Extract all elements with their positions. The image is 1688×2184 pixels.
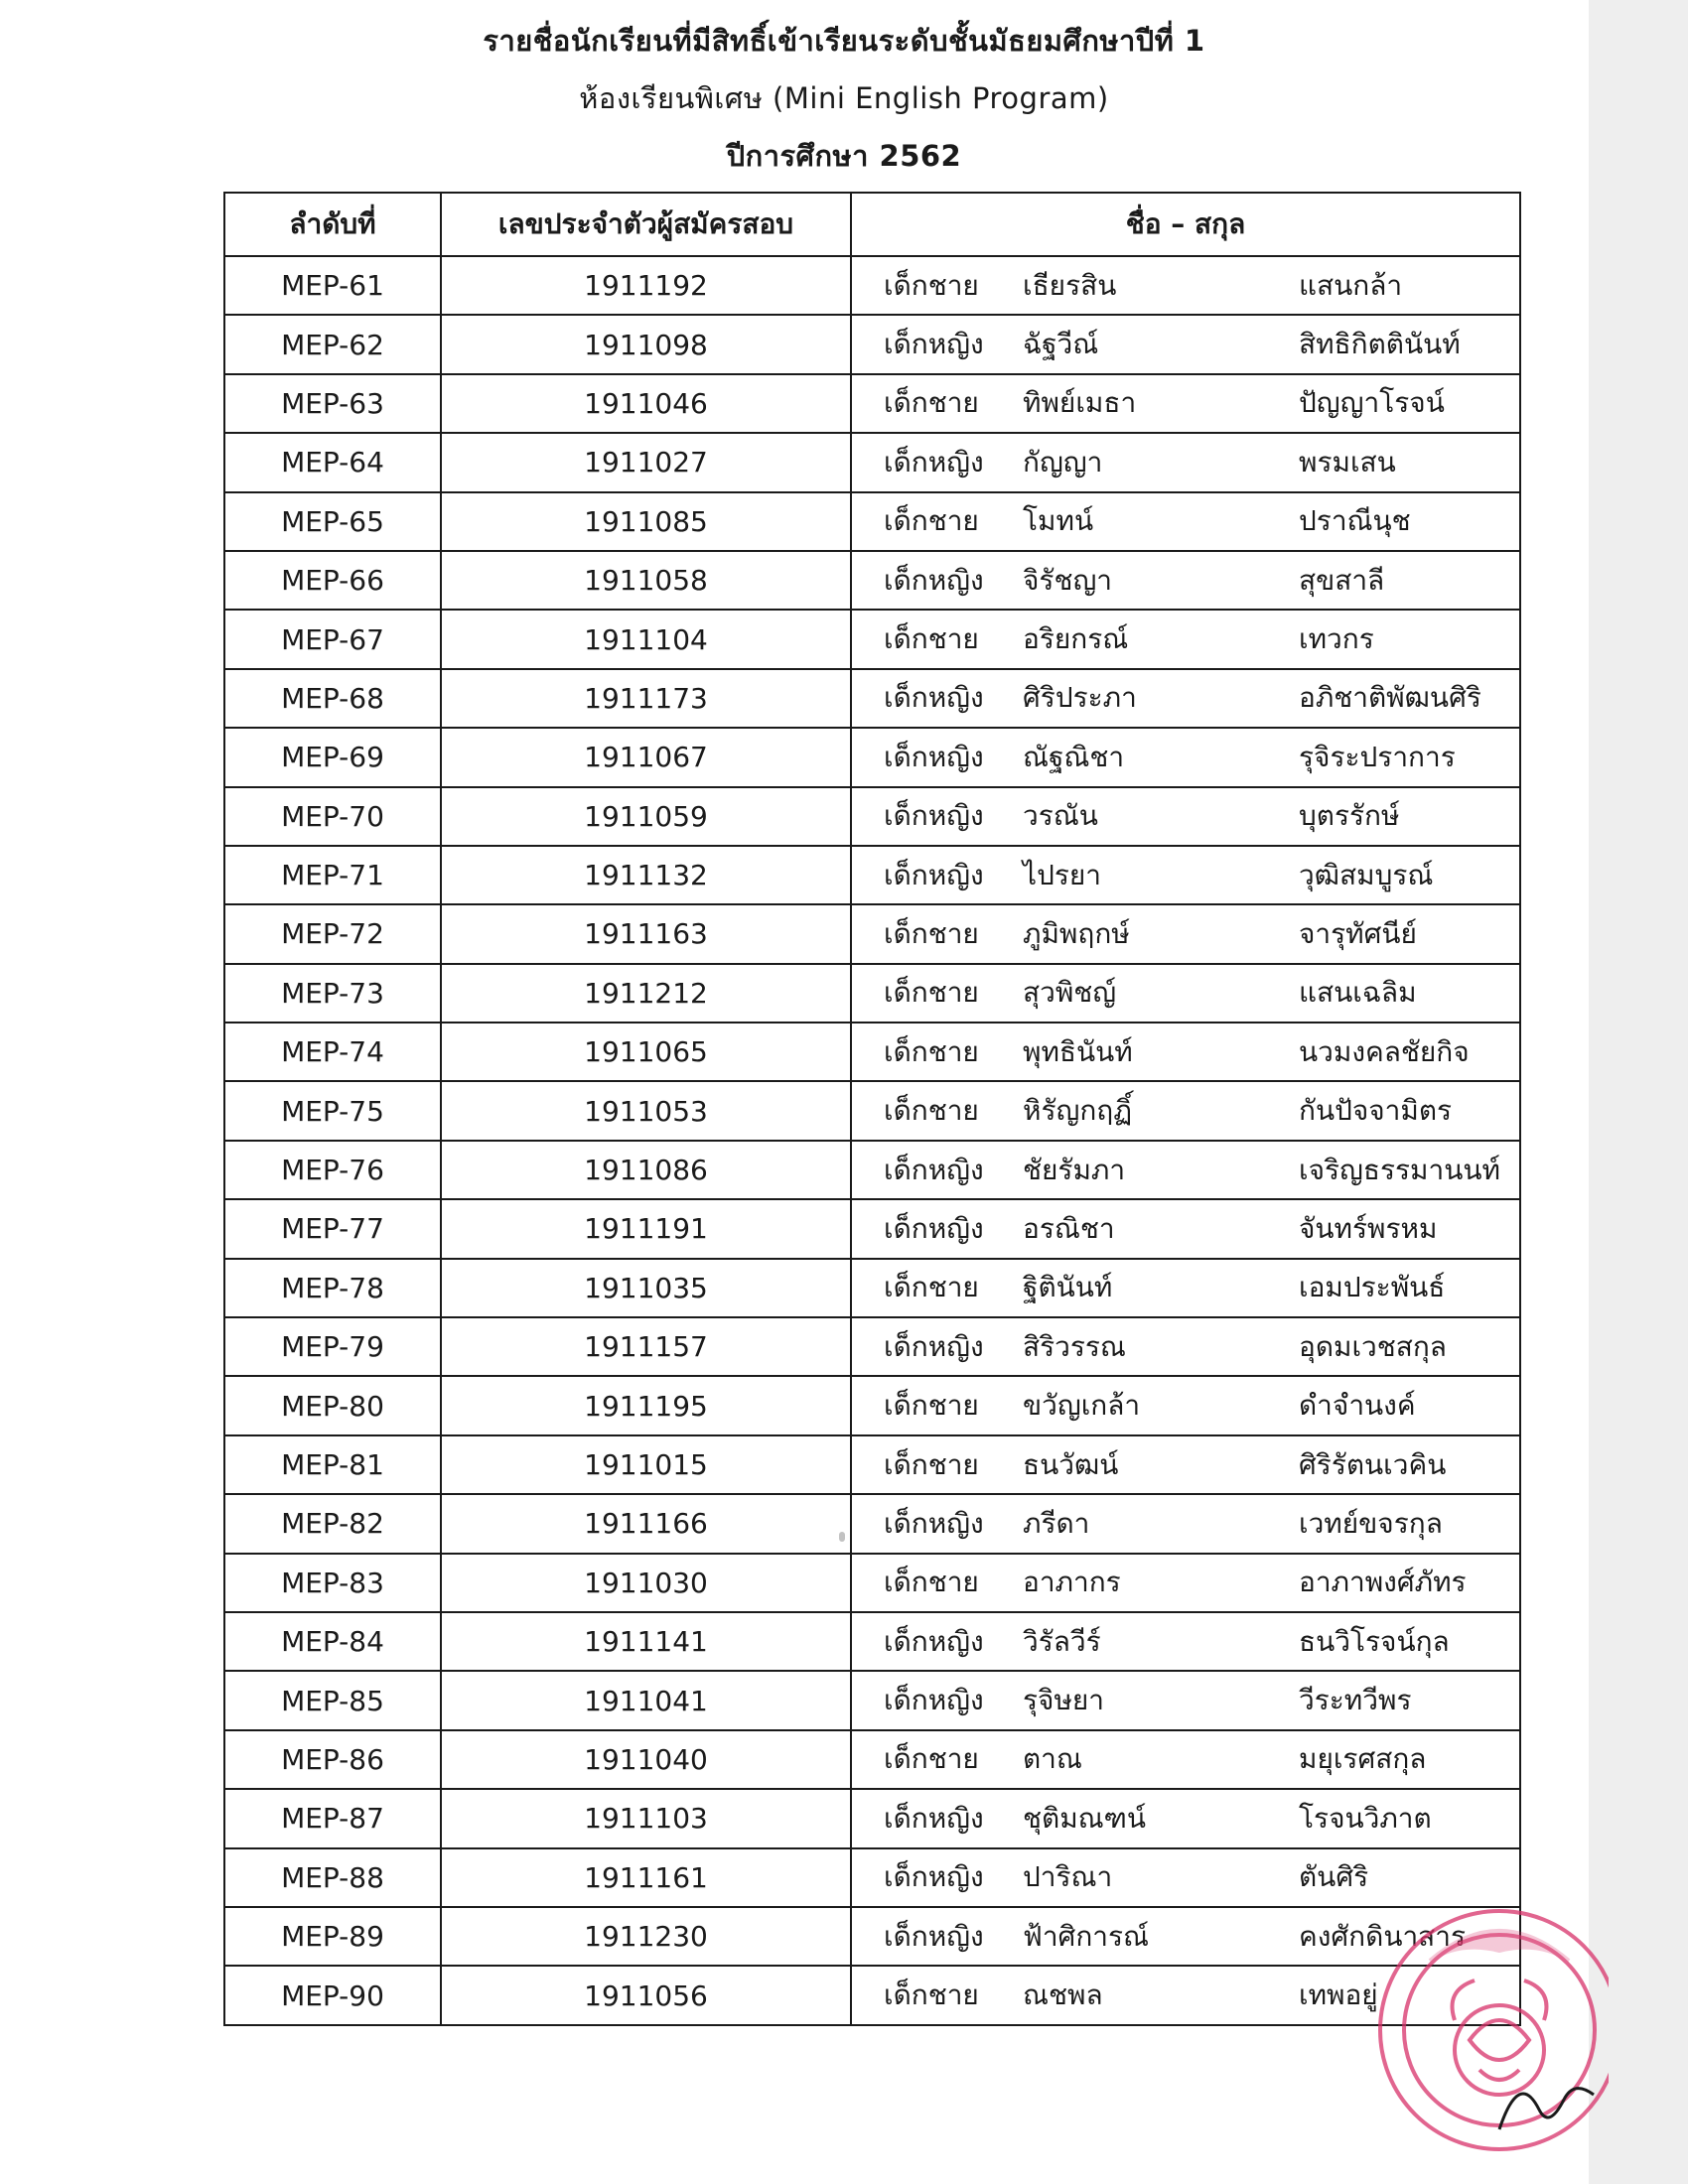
row-sequence: MEP-85 (224, 1671, 441, 1729)
first-name: ณัฐณิชา (1023, 740, 1125, 773)
row-full-name (851, 1612, 1520, 1671)
row-applicant-id: 1911041 (441, 1671, 851, 1729)
last-name: จันทร์พรหม (1299, 1211, 1438, 1245)
row-sequence: MEP-82 (224, 1494, 441, 1553)
row-sequence: MEP-89 (224, 1907, 441, 1966)
first-name: ไปรยา (1023, 858, 1102, 891)
row-sequence: MEP-65 (224, 492, 441, 551)
row-full-name (851, 1317, 1520, 1376)
row-sequence: MEP-70 (224, 787, 441, 846)
name-prefix: เด็กชาย (884, 1389, 979, 1423)
name-prefix: เด็กชาย (884, 1271, 979, 1304)
first-name: ธนวัฒน์ (1023, 1447, 1119, 1481)
row-full-name (851, 728, 1520, 786)
row-full-name (851, 1554, 1520, 1612)
name-prefix: เด็กหญิง (884, 1801, 984, 1835)
row-full-name (851, 1435, 1520, 1494)
row-applicant-id: 1911173 (441, 669, 851, 728)
last-name: แสนกล้า (1299, 268, 1403, 302)
row-full-name (851, 256, 1520, 315)
row-sequence: MEP-86 (224, 1730, 441, 1789)
row-full-name (851, 551, 1520, 610)
table-row (224, 787, 1520, 846)
first-name: วิรัลวีร์ (1023, 1624, 1101, 1658)
name-prefix: เด็กชาย (884, 268, 979, 302)
row-applicant-id: 1911058 (441, 551, 851, 610)
name-prefix: เด็กหญิง (884, 1860, 984, 1894)
name-prefix: เด็กหญิง (884, 1506, 984, 1540)
row-applicant-id: 1911163 (441, 904, 851, 963)
table-header-row (224, 193, 1520, 256)
last-name: จารุทัศนีย์ (1299, 916, 1417, 950)
first-name: อาภากร (1023, 1566, 1121, 1599)
row-full-name (851, 492, 1520, 551)
first-name: ตาณ (1023, 1742, 1082, 1776)
last-name: ศิริรัตนเวคิน (1299, 1447, 1447, 1481)
last-name: เจริญธรรมานนท์ (1299, 1153, 1500, 1186)
row-applicant-id: 1911191 (441, 1199, 851, 1258)
last-name: มยุเรศสกุล (1299, 1742, 1427, 1776)
last-name: เทพอยู่ (1299, 1979, 1378, 2012)
last-name: สิทธิกิตตินันท์ (1299, 328, 1461, 361)
name-prefix: เด็กหญิง (884, 681, 984, 715)
name-prefix: เด็กหญิง (884, 1153, 984, 1186)
last-name: นวมงคลชัยกิจ (1299, 1034, 1470, 1068)
last-name: วุฒิสมบูรณ์ (1299, 858, 1434, 891)
name-prefix: เด็กชาย (884, 1742, 979, 1776)
row-sequence: MEP-61 (224, 256, 441, 315)
row-sequence: MEP-76 (224, 1141, 441, 1199)
table-row (224, 964, 1520, 1023)
first-name: จิรัชญา (1023, 563, 1113, 597)
academic-year: ปีการศึกษา 2562 (726, 139, 962, 173)
last-name: เอมประพันธ์ (1299, 1271, 1446, 1304)
table-row (224, 1966, 1520, 2024)
roster-body (224, 256, 1520, 2025)
table-row (224, 904, 1520, 963)
last-name: ปราณีนุช (1299, 504, 1411, 538)
document-title: รายชื่อนักเรียนที่มีสิทธิ์เข้าเรียนระดับชั้นมัธยมศึกษาปีที่ 1 (483, 24, 1205, 58)
row-applicant-id: 1911086 (441, 1141, 851, 1199)
row-applicant-id: 1911195 (441, 1376, 851, 1434)
first-name: ภรีดา (1023, 1506, 1090, 1540)
column-header-sequence: ลำดับที่ (224, 193, 441, 256)
name-prefix: เด็กชาย (884, 916, 979, 950)
row-full-name (851, 1259, 1520, 1317)
name-prefix: เด็กชาย (884, 1447, 979, 1481)
table-row (224, 1494, 1520, 1553)
first-name: พุทธินันท์ (1023, 1034, 1133, 1068)
row-sequence: MEP-68 (224, 669, 441, 728)
last-name: อุดมเวชสกุล (1299, 1329, 1447, 1363)
row-full-name (851, 610, 1520, 668)
row-applicant-id: 1911027 (441, 433, 851, 491)
row-applicant-id: 1911166 (441, 1494, 851, 1553)
table-row (224, 1612, 1520, 1671)
row-applicant-id: 1911065 (441, 1023, 851, 1081)
row-applicant-id: 1911192 (441, 256, 851, 315)
name-prefix: เด็กหญิง (884, 1919, 984, 1953)
row-full-name (851, 1376, 1520, 1434)
row-full-name (851, 433, 1520, 491)
row-sequence: MEP-78 (224, 1259, 441, 1317)
row-applicant-id: 1911141 (441, 1612, 851, 1671)
first-name: ศิริประภา (1023, 681, 1137, 715)
last-name: บุตรรักษ์ (1299, 799, 1400, 833)
last-name: รุจิระปราการ (1299, 740, 1456, 773)
table-row (224, 1730, 1520, 1789)
name-prefix: เด็กหญิง (884, 1329, 984, 1363)
table-row (224, 315, 1520, 373)
last-name: กันปัจจามิตร (1299, 1094, 1453, 1128)
table-row (224, 1848, 1520, 1907)
official-seal-icon (1350, 1881, 1609, 2184)
first-name: วรณัน (1023, 799, 1098, 833)
name-prefix: เด็กชาย (884, 1034, 979, 1068)
name-prefix: เด็กหญิง (884, 799, 984, 833)
last-name: ตันศิริ (1299, 1860, 1369, 1894)
row-sequence: MEP-74 (224, 1023, 441, 1081)
row-applicant-id: 1911067 (441, 728, 851, 786)
row-full-name (851, 669, 1520, 728)
last-name: วีระทวีพร (1299, 1684, 1412, 1717)
row-full-name (851, 315, 1520, 373)
row-full-name (851, 1023, 1520, 1081)
row-sequence: MEP-83 (224, 1554, 441, 1612)
scan-speck (839, 1532, 845, 1542)
first-name: สิริวรรณ (1023, 1329, 1126, 1363)
table-row (224, 669, 1520, 728)
first-name: โมทน์ (1023, 504, 1094, 538)
first-name: ภูมิพฤกษ์ (1023, 916, 1130, 950)
row-full-name (851, 374, 1520, 433)
table-row (224, 610, 1520, 668)
row-sequence: MEP-79 (224, 1317, 441, 1376)
last-name: ธนวิโรจน์กุล (1299, 1624, 1450, 1658)
table-row (224, 1023, 1520, 1081)
row-full-name (851, 1671, 1520, 1729)
row-applicant-id: 1911132 (441, 846, 851, 904)
last-name: ดำจำนงค์ (1299, 1389, 1416, 1423)
table-row (224, 492, 1520, 551)
row-sequence: MEP-77 (224, 1199, 441, 1258)
table-row (224, 1199, 1520, 1258)
name-prefix: เด็กหญิง (884, 328, 984, 361)
column-header-applicant-id: เลขประจำตัวผู้สมัครสอบ (441, 193, 851, 256)
row-applicant-id: 1911053 (441, 1081, 851, 1140)
name-prefix: เด็กหญิง (884, 1684, 984, 1717)
first-name: รุจิษยา (1023, 1684, 1105, 1717)
row-sequence: MEP-66 (224, 551, 441, 610)
row-applicant-id: 1911085 (441, 492, 851, 551)
first-name: ชุติมณฑน์ (1023, 1801, 1147, 1835)
row-full-name (851, 787, 1520, 846)
name-prefix: เด็กชาย (884, 504, 979, 538)
row-applicant-id: 1911157 (441, 1317, 851, 1376)
row-applicant-id: 1911103 (441, 1789, 851, 1847)
name-prefix: เด็กหญิง (884, 445, 984, 478)
row-sequence: MEP-75 (224, 1081, 441, 1140)
name-prefix: เด็กชาย (884, 976, 979, 1010)
first-name: ฉัฐวีณ์ (1023, 328, 1099, 361)
row-full-name (851, 1199, 1520, 1258)
first-name: อริยกรณ์ (1023, 622, 1129, 656)
row-applicant-id: 1911161 (441, 1848, 851, 1907)
first-name: เธียรสิน (1023, 268, 1117, 302)
first-name: ทิพย์เมธา (1023, 386, 1137, 420)
first-name: ณชพล (1023, 1979, 1103, 2012)
row-full-name (851, 1730, 1520, 1789)
row-sequence: MEP-71 (224, 846, 441, 904)
table-row (224, 1081, 1520, 1140)
program-subtitle: ห้องเรียนพิเศษ (Mini English Program) (579, 81, 1109, 115)
first-name: ฐิตินันท์ (1023, 1271, 1113, 1304)
row-applicant-id: 1911040 (441, 1730, 851, 1789)
row-sequence: MEP-63 (224, 374, 441, 433)
name-prefix: เด็กหญิง (884, 740, 984, 773)
row-applicant-id: 1911056 (441, 1966, 851, 2024)
row-full-name (851, 1494, 1520, 1553)
name-prefix: เด็กหญิง (884, 1624, 984, 1658)
table-row (224, 728, 1520, 786)
name-prefix: เด็กชาย (884, 1979, 979, 2012)
last-name: แสนเฉลิม (1299, 976, 1417, 1010)
last-name: เทวกร (1299, 622, 1374, 656)
row-full-name (851, 1081, 1520, 1140)
table-row (224, 1141, 1520, 1199)
last-name: ปัญญาโรจน์ (1299, 386, 1445, 420)
last-name: คงศักดินาสาร (1299, 1919, 1467, 1953)
row-applicant-id: 1911015 (441, 1435, 851, 1494)
first-name: สุวพิชญ์ (1023, 976, 1117, 1010)
scan-page-edge (1589, 0, 1688, 2184)
name-prefix: เด็กหญิง (884, 1211, 984, 1245)
table-row (224, 1907, 1520, 1966)
row-applicant-id: 1911104 (441, 610, 851, 668)
first-name: ขวัญเกล้า (1023, 1389, 1141, 1423)
table-row (224, 1671, 1520, 1729)
row-sequence: MEP-73 (224, 964, 441, 1023)
name-prefix: เด็กหญิง (884, 858, 984, 891)
table-row (224, 256, 1520, 315)
student-roster-table (223, 192, 1521, 2026)
row-applicant-id: 1911230 (441, 1907, 851, 1966)
row-sequence: MEP-84 (224, 1612, 441, 1671)
row-sequence: MEP-90 (224, 1966, 441, 2024)
row-full-name (851, 846, 1520, 904)
row-full-name (851, 964, 1520, 1023)
last-name: พรมเสน (1299, 445, 1396, 478)
last-name: โรจนวิภาต (1299, 1801, 1432, 1835)
row-applicant-id: 1911059 (441, 787, 851, 846)
name-prefix: เด็กชาย (884, 622, 979, 656)
table-row (224, 1435, 1520, 1494)
row-sequence: MEP-81 (224, 1435, 441, 1494)
row-full-name (851, 1141, 1520, 1199)
row-sequence: MEP-67 (224, 610, 441, 668)
row-sequence: MEP-69 (224, 728, 441, 786)
row-sequence: MEP-72 (224, 904, 441, 963)
last-name: อาภาพงศ์ภัทร (1299, 1566, 1467, 1599)
table-row (224, 1554, 1520, 1612)
row-applicant-id: 1911212 (441, 964, 851, 1023)
table-row (224, 433, 1520, 491)
name-prefix: เด็กหญิง (884, 563, 984, 597)
row-full-name (851, 904, 1520, 963)
row-applicant-id: 1911030 (441, 1554, 851, 1612)
table-row (224, 846, 1520, 904)
row-full-name (851, 1789, 1520, 1847)
row-sequence: MEP-87 (224, 1789, 441, 1847)
first-name: ชัยรัมภา (1023, 1153, 1126, 1186)
row-sequence: MEP-64 (224, 433, 441, 491)
first-name: กัญญา (1023, 445, 1103, 478)
table-row (224, 1317, 1520, 1376)
row-sequence: MEP-62 (224, 315, 441, 373)
first-name: อรณิชา (1023, 1211, 1115, 1245)
row-sequence: MEP-88 (224, 1848, 441, 1907)
row-sequence: MEP-80 (224, 1376, 441, 1434)
name-prefix: เด็กชาย (884, 1566, 979, 1599)
table-row (224, 551, 1520, 610)
table-row (224, 374, 1520, 433)
table-row (224, 1376, 1520, 1434)
row-applicant-id: 1911046 (441, 374, 851, 433)
table-row (224, 1259, 1520, 1317)
name-prefix: เด็กชาย (884, 1094, 979, 1128)
last-name: อภิชาติพัฒนศิริ (1299, 681, 1481, 715)
last-name: เวทย์ขจรกุล (1299, 1506, 1443, 1540)
first-name: ปาริณา (1023, 1860, 1113, 1894)
column-header-full-name: ชื่อ – สกุล (851, 193, 1520, 256)
first-name: ฟ้าศิการณ์ (1023, 1919, 1150, 1953)
row-applicant-id: 1911098 (441, 315, 851, 373)
table-row (224, 1789, 1520, 1847)
row-applicant-id: 1911035 (441, 1259, 851, 1317)
first-name: หิรัญกฤฏิ์ (1023, 1094, 1133, 1128)
name-prefix: เด็กชาย (884, 386, 979, 420)
last-name: สุขสาลี (1299, 563, 1385, 597)
